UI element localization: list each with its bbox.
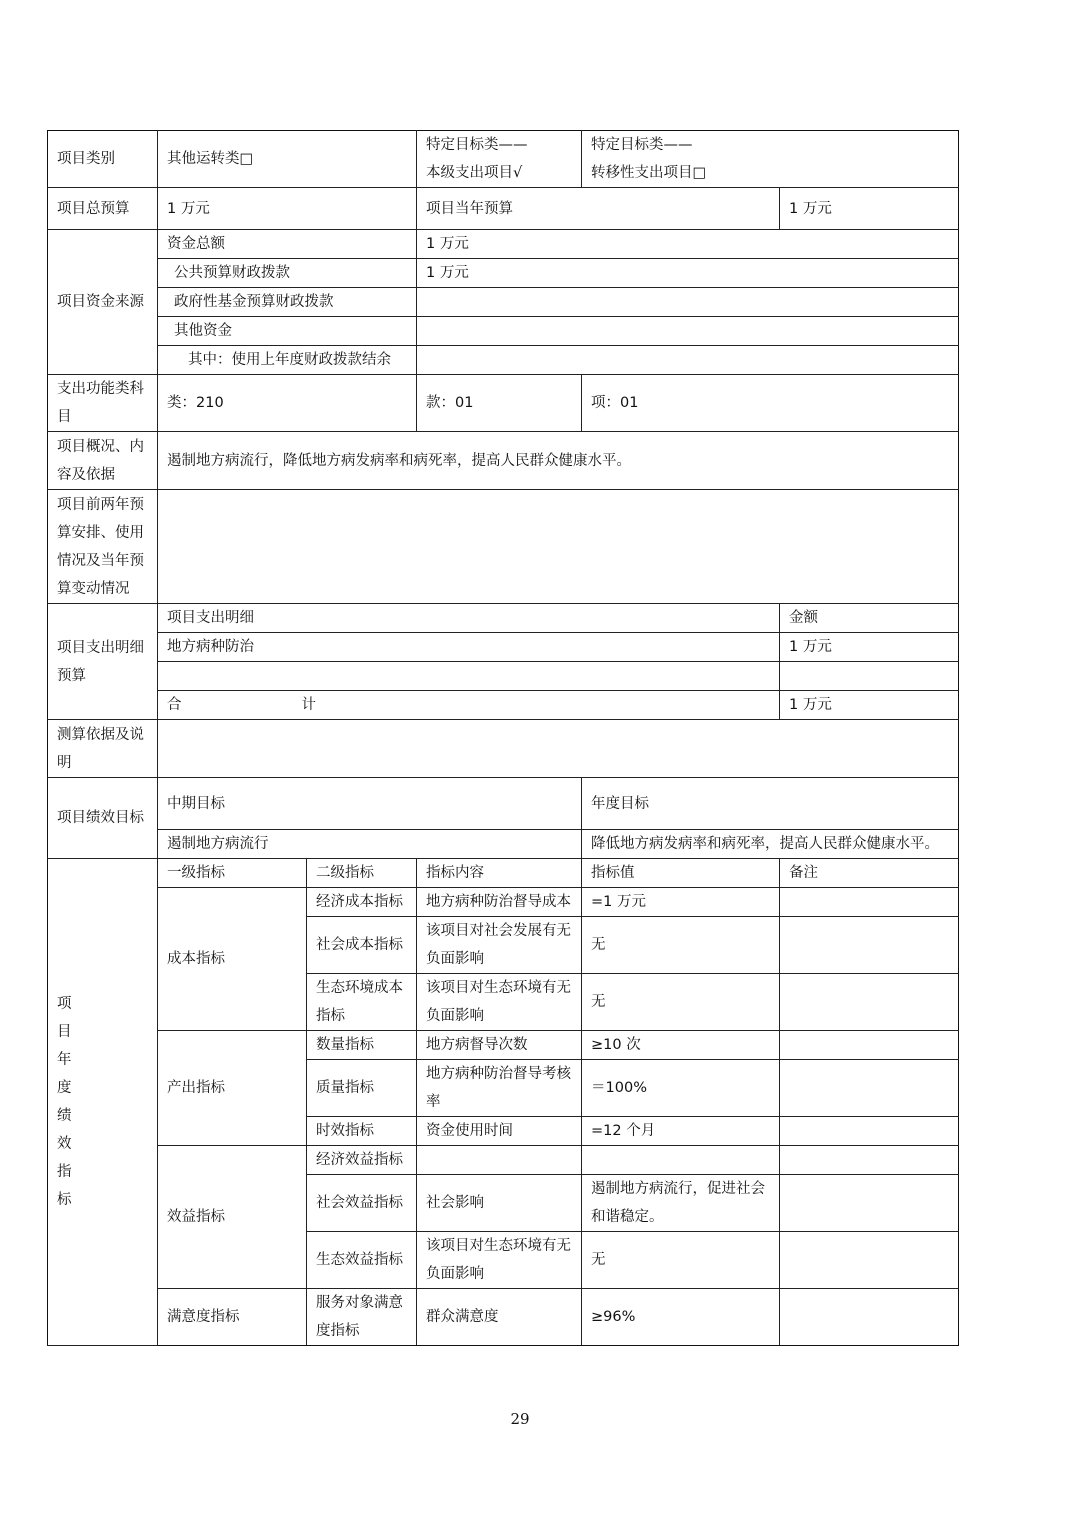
expense-total-label-b: 计 <box>301 697 316 713</box>
expense-item <box>158 662 780 691</box>
row-funding <box>48 346 959 375</box>
previous-years-label: 项目前两年预算安排、使用情况及当年预算变动情况 <box>48 490 158 604</box>
annual-header: 年度目标 <box>582 778 959 830</box>
mid-term-value: 遏制地方病流行 <box>158 830 582 859</box>
side-label-char: 目 <box>57 1024 72 1040</box>
indicator-level1-output: 产出指标 <box>158 1031 307 1146</box>
indicator-value: ≥10 次 <box>582 1031 780 1060</box>
indicator-content: 群众满意度 <box>417 1289 582 1346</box>
indicator-level2: 时效指标 <box>307 1117 417 1146</box>
category-specific-local-line2: 本级支出项目√ <box>426 165 523 181</box>
indicator-row <box>48 1146 959 1175</box>
budget-current-value: 1 万元 <box>780 188 959 230</box>
mid-term-header: 中期目标 <box>158 778 582 830</box>
indicator-content <box>417 1146 582 1175</box>
row-funding <box>48 288 959 317</box>
page-number: 29 <box>510 1410 530 1428</box>
budget-value: 1 万元 <box>158 188 417 230</box>
overview-label: 项目概况、内容及依据 <box>48 432 158 490</box>
indicator-note <box>780 1146 959 1175</box>
indicator-value: ≥96% <box>582 1289 780 1346</box>
indicator-level1-benefit: 效益指标 <box>158 1146 307 1289</box>
expense-total-amount: 1 万元 <box>780 691 959 720</box>
indicator-row <box>48 1289 959 1346</box>
performance-goals-label: 项目绩效目标 <box>48 778 158 859</box>
indicator-note <box>780 1060 959 1117</box>
funding-name: 其他资金 <box>158 317 417 346</box>
indicator-content: 社会影响 <box>417 1175 582 1232</box>
row-goals-header <box>48 778 959 830</box>
side-label-char: 效 <box>57 1136 72 1152</box>
row-overview <box>48 432 959 490</box>
row-basis <box>48 720 959 778</box>
indicator-note <box>780 1289 959 1346</box>
indicator-row <box>48 1031 959 1060</box>
indicator-content: 地方病督导次数 <box>417 1031 582 1060</box>
indicator-level2: 社会成本指标 <box>307 917 417 974</box>
funding-label: 项目资金来源 <box>48 230 158 375</box>
function-subject-label: 支出功能类科目 <box>48 375 158 432</box>
indicator-value <box>582 1146 780 1175</box>
budget-label: 项目总预算 <box>48 188 158 230</box>
header-level2: 二级指标 <box>307 859 417 888</box>
expense-header-amount: 金额 <box>780 604 959 633</box>
funding-name: 公共预算财政拨款 <box>158 259 417 288</box>
indicator-level2: 数量指标 <box>307 1031 417 1060</box>
row-function-subject <box>48 375 959 432</box>
indicator-level2: 经济效益指标 <box>307 1146 417 1175</box>
category-other: 其他运转类□ <box>158 131 417 188</box>
side-label-char: 指 <box>57 1164 72 1180</box>
indicator-note <box>780 1232 959 1289</box>
indicator-level2: 经济成本指标 <box>307 888 417 917</box>
row-previous-years <box>48 490 959 604</box>
funding-name: 其中：使用上年度财政拨款结余 <box>158 346 417 375</box>
indicator-value: 遏制地方病流行，促进社会和谐稳定。 <box>582 1175 780 1232</box>
side-label-char: 项 <box>57 996 72 1012</box>
indicator-value: =12 个月 <box>582 1117 780 1146</box>
side-label-char: 年 <box>57 1052 72 1068</box>
header-note: 备注 <box>780 859 959 888</box>
category-label: 项目类别 <box>48 131 158 188</box>
row-funding <box>48 230 959 259</box>
indicator-value: 无 <box>582 917 780 974</box>
expense-header-item: 项目支出明细 <box>158 604 780 633</box>
indicator-note <box>780 917 959 974</box>
indicator-note <box>780 1031 959 1060</box>
funding-name: 政府性基金预算财政拨款 <box>158 288 417 317</box>
funding-name: 资金总额 <box>158 230 417 259</box>
funding-value: 1 万元 <box>417 230 959 259</box>
funding-value <box>417 317 959 346</box>
overview-value: 遏制地方病流行，降低地方病发病率和病死率，提高人民群众健康水平。 <box>158 432 959 490</box>
funding-value: 1 万元 <box>417 259 959 288</box>
side-label-char: 标 <box>57 1192 72 1208</box>
header-value: 指标值 <box>582 859 780 888</box>
side-label-char: 绩 <box>57 1108 72 1124</box>
row-category <box>48 131 959 188</box>
indicator-note <box>780 888 959 917</box>
row-expense-header <box>48 604 959 633</box>
funding-value <box>417 346 959 375</box>
category-specific-local-line1: 特定目标类—— <box>426 137 528 153</box>
indicator-content: 该项目对社会发展有无负面影响 <box>417 917 582 974</box>
header-level1: 一级指标 <box>158 859 307 888</box>
indicator-level1-satisfaction: 满意度指标 <box>158 1289 307 1346</box>
indicator-note <box>780 974 959 1031</box>
function-subject-lei: 类：210 <box>158 375 417 432</box>
indicator-level1-cost: 成本指标 <box>158 888 307 1031</box>
indicator-value: 无 <box>582 1232 780 1289</box>
expense-item: 地方病种防治 <box>158 633 780 662</box>
basis-label: 测算依据及说明 <box>48 720 158 778</box>
category-specific-transfer <box>582 131 959 188</box>
indicator-note <box>780 1117 959 1146</box>
row-funding <box>48 259 959 288</box>
expense-detail-label: 项目支出明细预算 <box>48 604 158 720</box>
indicator-content: 地方病种防治督导考核率 <box>417 1060 582 1117</box>
expense-total-label <box>158 691 780 720</box>
indicator-note <box>780 1175 959 1232</box>
function-subject-xiang: 项：01 <box>582 375 959 432</box>
category-specific-transfer-line1: 特定目标类—— <box>591 137 693 153</box>
previous-years-value <box>158 490 959 604</box>
category-specific-local <box>417 131 582 188</box>
indicator-level2: 服务对象满意度指标 <box>307 1289 417 1346</box>
function-subject-kuan: 款：01 <box>417 375 582 432</box>
row-funding <box>48 317 959 346</box>
project-budget-form <box>47 130 959 1346</box>
funding-value <box>417 288 959 317</box>
header-content: 指标内容 <box>417 859 582 888</box>
indicator-content: 资金使用时间 <box>417 1117 582 1146</box>
row-budget <box>48 188 959 230</box>
indicator-content: 地方病种防治督导成本 <box>417 888 582 917</box>
row-goals-values <box>48 830 959 859</box>
indicator-level2: 质量指标 <box>307 1060 417 1117</box>
budget-current-label: 项目当年预算 <box>417 188 780 230</box>
basis-value <box>158 720 959 778</box>
side-label-char: 度 <box>57 1080 72 1096</box>
row-indicator-headers <box>48 859 959 888</box>
indicator-content: 该项目对生态环境有无负面影响 <box>417 974 582 1031</box>
indicators-side-label <box>48 859 158 1346</box>
row-expense-item <box>48 662 959 691</box>
indicator-level2: 生态环境成本指标 <box>307 974 417 1031</box>
category-specific-transfer-line2: 转移性支出项目□ <box>591 165 707 181</box>
expense-amount: 1 万元 <box>780 633 959 662</box>
indicator-content: 该项目对生态环境有无负面影响 <box>417 1232 582 1289</box>
indicator-level2: 社会效益指标 <box>307 1175 417 1232</box>
indicator-value: ＝100% <box>582 1060 780 1117</box>
indicator-value: =1 万元 <box>582 888 780 917</box>
expense-total-label-a: 合 <box>167 697 182 713</box>
row-expense-item <box>48 633 959 662</box>
annual-value: 降低地方病发病率和病死率，提高人民群众健康水平。 <box>582 830 959 859</box>
indicator-row <box>48 888 959 917</box>
indicators-side-label-text <box>57 990 71 1214</box>
indicator-level2: 生态效益指标 <box>307 1232 417 1289</box>
indicator-value: 无 <box>582 974 780 1031</box>
expense-amount <box>780 662 959 691</box>
row-expense-total <box>48 691 959 720</box>
